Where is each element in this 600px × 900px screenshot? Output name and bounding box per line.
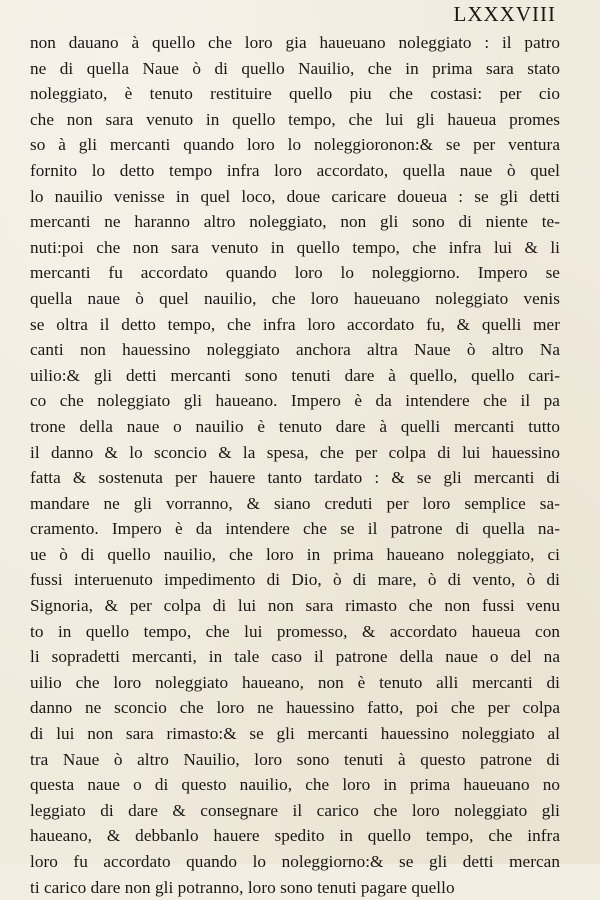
text-line: tra Naue ò altro Nauilio, loro sono tenuti à questo patrone di <box>30 749 560 769</box>
text-line: fussi interuenuto impedimento di Dio, ò di mare, ò di vento, ò di <box>30 570 560 590</box>
text-line: haueano, & debbanlo hauere spedito in quello tempo, che infra <box>30 826 560 846</box>
text-line: leggiato di dare & consegnare il carico che loro noleggiato gli <box>30 800 560 820</box>
folio-number: LXXXVIII <box>453 2 556 26</box>
text-line: uilio che loro noleggiato haueano, non è tenuto alli mercanti di <box>30 672 560 692</box>
text-line: danno ne sconcio che loro ne hauessino fatto, poi che per colpa <box>30 698 560 718</box>
text-line: fornito lo detto tempo infra loro accordato, quella naue ò quel <box>30 160 560 180</box>
text-line: so à gli mercanti quando loro lo noleggioronon:& se per ventura <box>30 135 560 155</box>
text-line: questa naue o di questo nauilio, che loro in prima haueuano no <box>30 775 560 795</box>
text-line: che non sara venuto in quello tempo, che lui gli haueua promes <box>30 109 560 129</box>
text-line: il danno & lo sconcio & la spesa, che per colpa di lui hauessino <box>30 442 560 462</box>
text-line: mercanti fu accordato quando loro lo noleggiorno. Impero se <box>30 263 560 283</box>
text-line: mandare ne gli vorranno, & siano creduti per loro semplice sa- <box>30 493 560 513</box>
text-line: cramento. Impero è da intendere che se il patrone di quella na- <box>30 519 560 539</box>
text-line: to in quello tempo, che lui promesso, & accordato haueua con <box>30 621 560 641</box>
text-block <box>30 30 560 900</box>
text-line: lo nauilio venisse in quel loco, doue caricare doueua : se gli detti <box>30 186 560 206</box>
text-line: canti non hauessino noleggiato anchora altra Naue ò altro Na <box>30 340 560 360</box>
text-line: loro fu accordato quando lo noleggiorno:& se gli detti mercan <box>30 852 560 871</box>
text-line: ue ò di quello nauilio, che loro in prima haueano noleggiato, ci <box>30 544 560 564</box>
text-line: quella naue ò quel nauilio, che loro haueuano noleggiato venis <box>30 288 560 308</box>
text-line: non dauano à quello che loro gia haueuano noleggiato : il patro <box>30 33 560 52</box>
text-line: uilio:& gli detti mercanti sono tenuti dare à quello, quello cari- <box>30 365 560 385</box>
text-line: Signoria, & per colpa di lui non sara rimasto che non fussi venu <box>30 596 560 616</box>
text-line: noleggiato, è tenuto restituire quello piu che costasi: per cio <box>30 84 560 104</box>
text-line: co che noleggiato gli haueano. Impero è da intendere che il pa <box>30 391 560 411</box>
text-line: di lui non sara rimasto:& se gli mercanti hauessino noleggiato al <box>30 724 560 744</box>
text-line: li sopradetti mercanti, in tale caso il patrone della naue o del na <box>30 647 560 667</box>
text-line: ne di quella Naue ò di quello Nauilio, che in prima sara stato <box>30 58 560 78</box>
text-line: ti carico dare non gli potranno, loro sono tenuti pagare quello <box>30 877 455 897</box>
text-line: fatta & sostenuta per hauere tanto tardato : & se gli mercanti di <box>30 468 560 488</box>
text-line: mercanti ne haranno altro noleggiato, non gli sono di niente te- <box>30 212 560 232</box>
text-line: trone della naue o nauilio è tenuto dare à quelli mercanti tutto <box>30 416 560 436</box>
text-line: se oltra il detto tempo, che infra loro accordato fu, & quelli mer <box>30 314 560 334</box>
text-line: nuti:poi che non sara venuto in quello tempo, che infra lui & li <box>30 237 560 257</box>
